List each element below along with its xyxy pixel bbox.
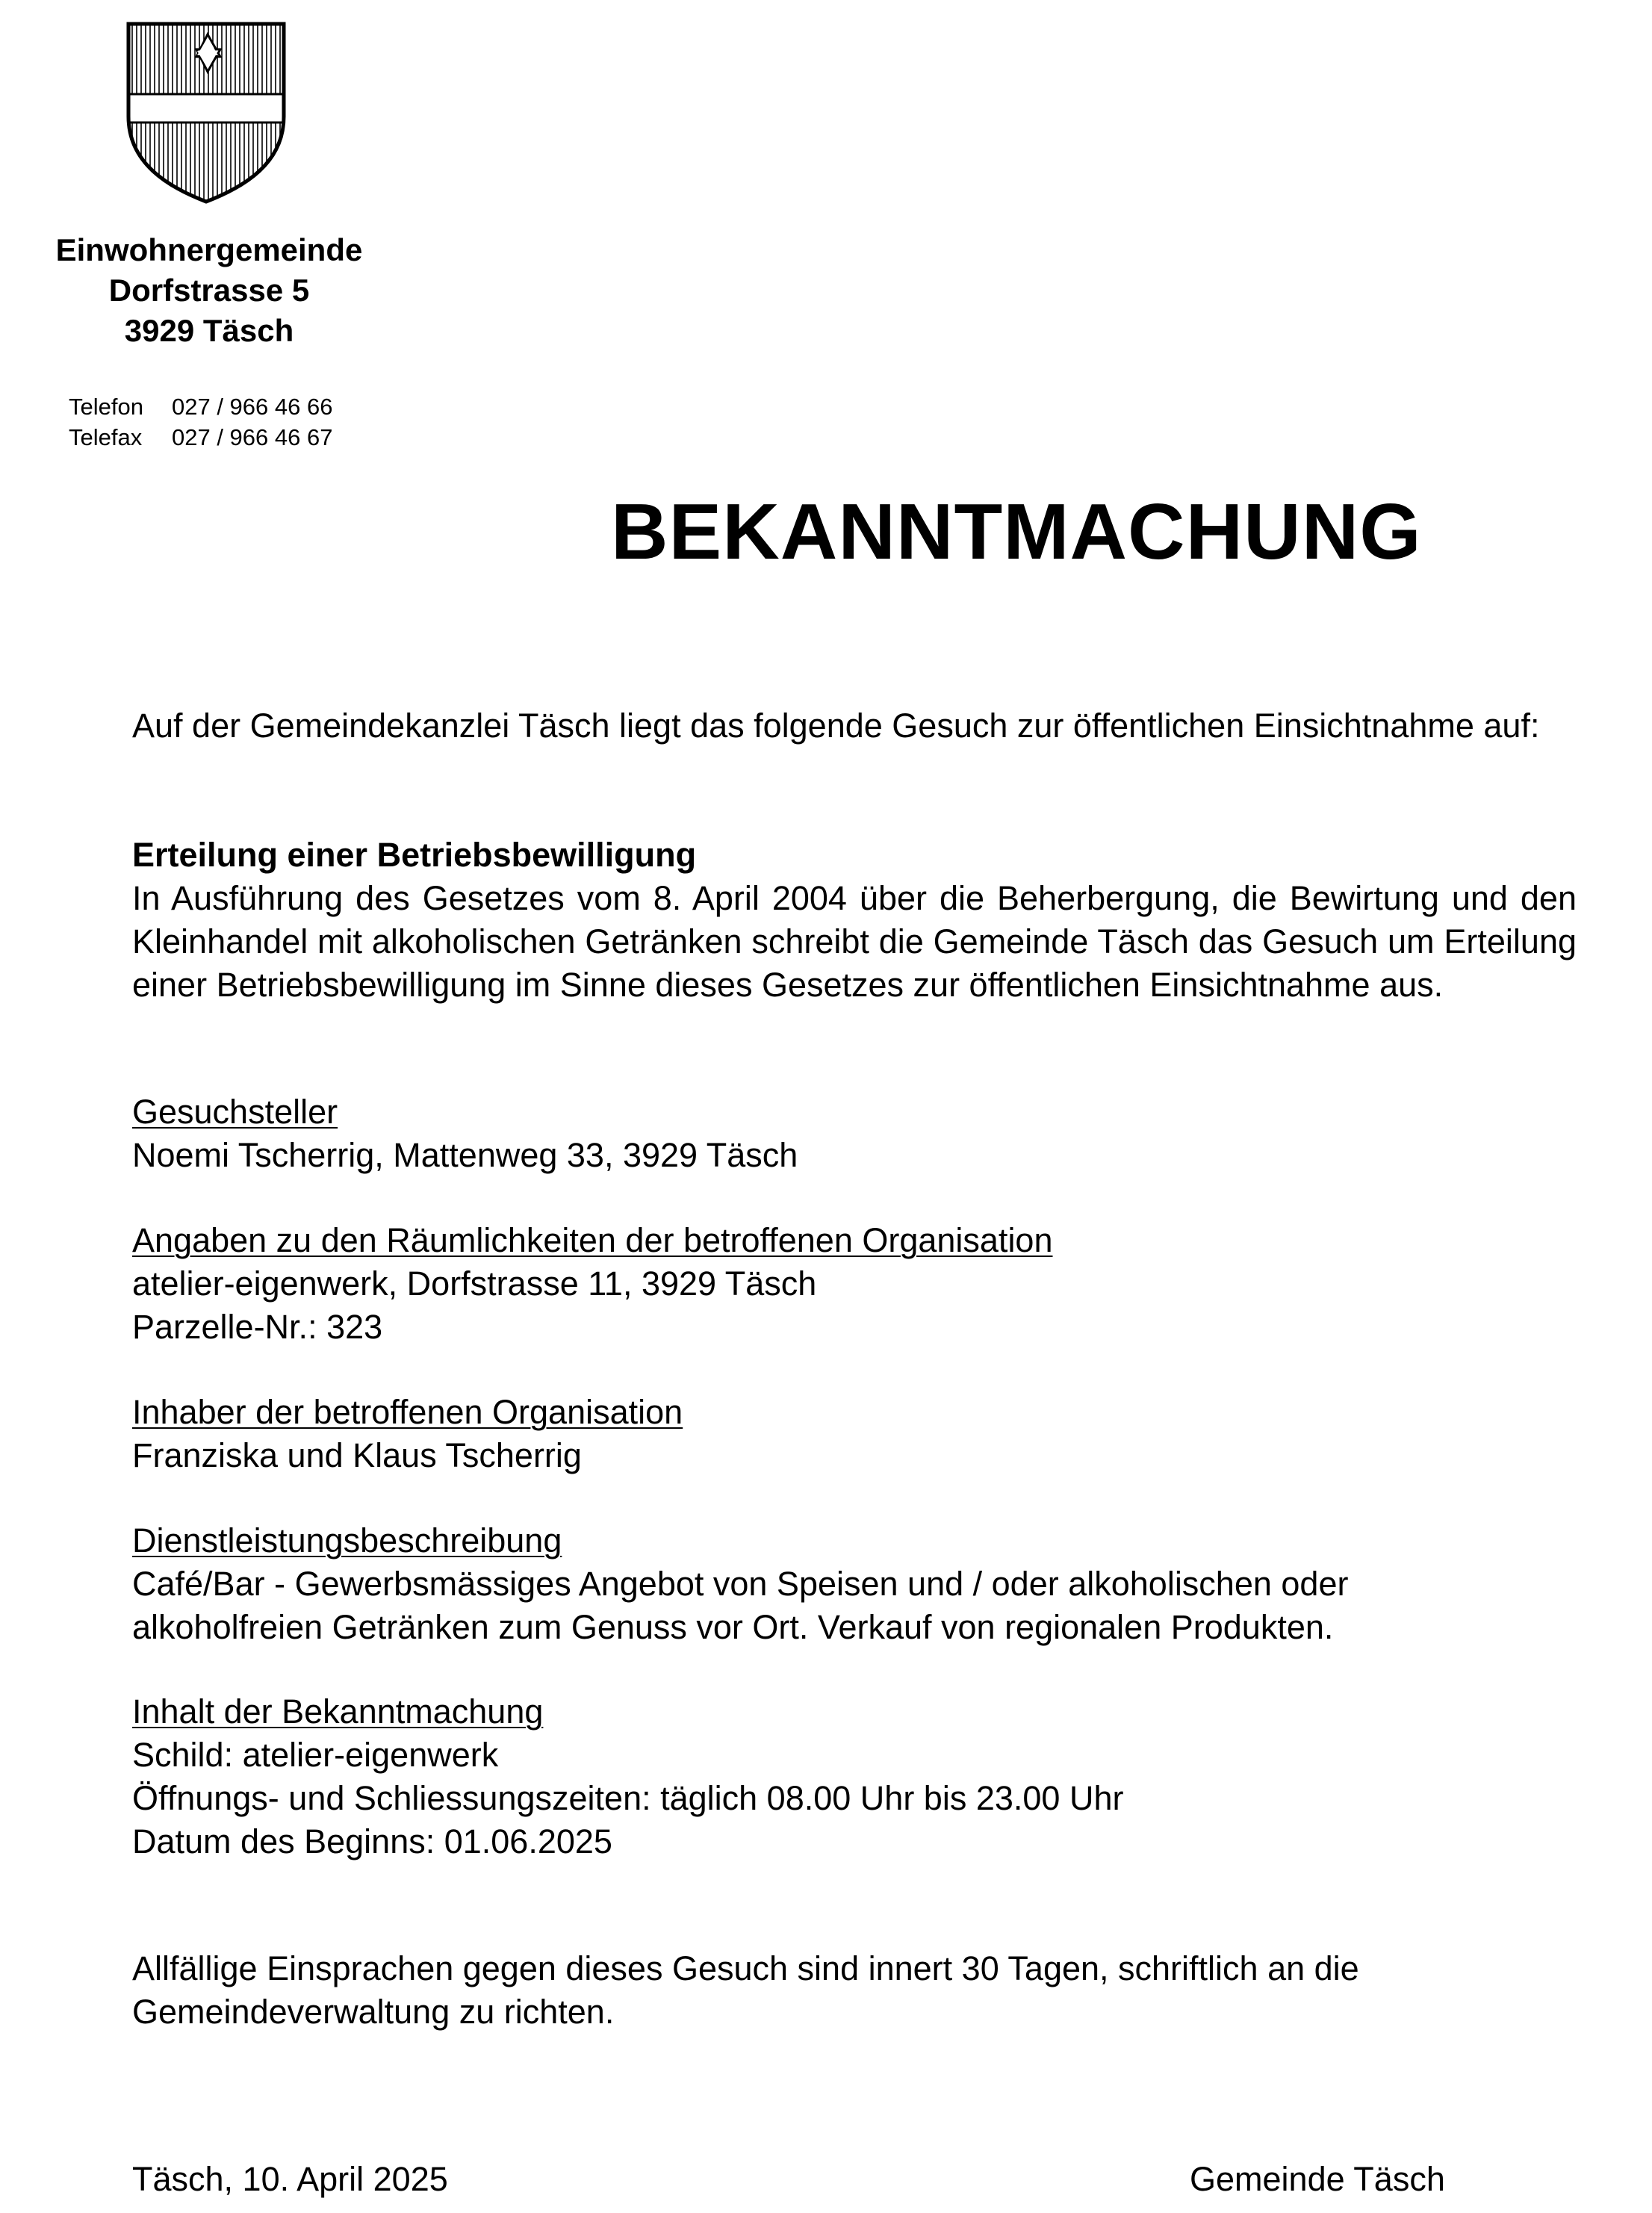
phone-label: Telefon: [69, 394, 143, 420]
sender-city: 3929 Täsch: [124, 313, 294, 348]
premises-address: atelier-eigenwerk, Dorfstrasse 11, 3929 Täsch: [132, 1264, 817, 1303]
content-start-date: Datum des Beginns: 01.06.2025: [132, 1822, 612, 1860]
service-line-1: Café/Bar - Gewerbsmässiges Angebot von Speisen und / oder alkoholischen oder: [132, 1565, 1349, 1603]
service-section: [132, 1519, 1577, 1649]
premises-section: [132, 1219, 1577, 1349]
signature: Gemeinde Täsch: [1190, 2160, 1445, 2198]
content-section: [132, 1690, 1577, 1863]
request-heading: Erteilung einer Betriebsbewilligung: [132, 836, 697, 874]
objection-line-2: Gemeindeverwaltung zu richten.: [132, 1993, 615, 2031]
service-line-2: alkoholfreien Getränken zum Genuss vor Ort. Verkauf von regionalen Produkten.: [132, 1608, 1334, 1646]
place-date: Täsch, 10. April 2025: [132, 2160, 448, 2198]
sender-street: Dorfstrasse 5: [108, 273, 310, 308]
applicant-line: Noemi Tscherrig, Mattenweg 33, 3929 Täsch: [132, 1136, 798, 1174]
sender-organisation: Einwohnergemeinde: [55, 232, 363, 267]
sender-address: [30, 230, 388, 351]
fax-row: [69, 422, 332, 453]
service-heading: Dienstleistungsbeschreibung: [132, 1521, 562, 1559]
content-sign: Schild: atelier-eigenwerk: [132, 1736, 499, 1774]
objection-notice: [132, 1947, 1577, 2034]
content-hours: Öffnungs- und Schliessungszeiten: täglich 08.00 Uhr bis 23.00 Uhr: [132, 1779, 1124, 1817]
contact-info: [69, 391, 332, 453]
owner-heading: Inhaber der betroffenen Organisation: [132, 1393, 683, 1431]
document-title: BEKANNTMACHUNG: [611, 488, 1422, 576]
owner-line: Franziska und Klaus Tscherrig: [132, 1436, 582, 1474]
request-section: [132, 834, 1577, 1007]
applicant-heading: Gesuchsteller: [132, 1093, 338, 1131]
phone-number: 027 / 966 46 66: [172, 394, 333, 420]
coat-of-arms-icon: [125, 21, 287, 204]
premises-heading: Angaben zu den Räumlichkeiten der betroffenen Organisation: [132, 1221, 1053, 1259]
objection-line-1: Allfällige Einsprachen gegen dieses Gesuch sind innert 30 Tagen, schriftlich an die: [132, 1949, 1359, 1987]
owner-section: [132, 1391, 1577, 1477]
fax-label: Telefax: [69, 424, 143, 450]
premises-parcel: Parzelle-Nr.: 323: [132, 1308, 383, 1346]
request-text: In Ausführung des Gesetzes vom 8. April 2004 über die Beherbergung, die Bewirtung und den Kleinhandel mit alkoholischen Getränken schreibt die Gemeinde Täsch das Gesuch um Erteilung einer Betriebsbewilligung im Sinne dieses Gesetzes zur öffentlichen Einsichtnahme aus.: [132, 879, 1577, 1004]
intro-paragraph: Auf der Gemeindekanzlei Täsch liegt das folgende Gesuch zur öffentlichen Einsichtnahme auf:: [132, 707, 1540, 745]
content-heading: Inhalt der Bekanntmachung: [132, 1692, 544, 1731]
phone-row: [69, 391, 332, 422]
fax-number: 027 / 966 46 67: [172, 424, 333, 450]
applicant-section: [132, 1090, 1577, 1177]
